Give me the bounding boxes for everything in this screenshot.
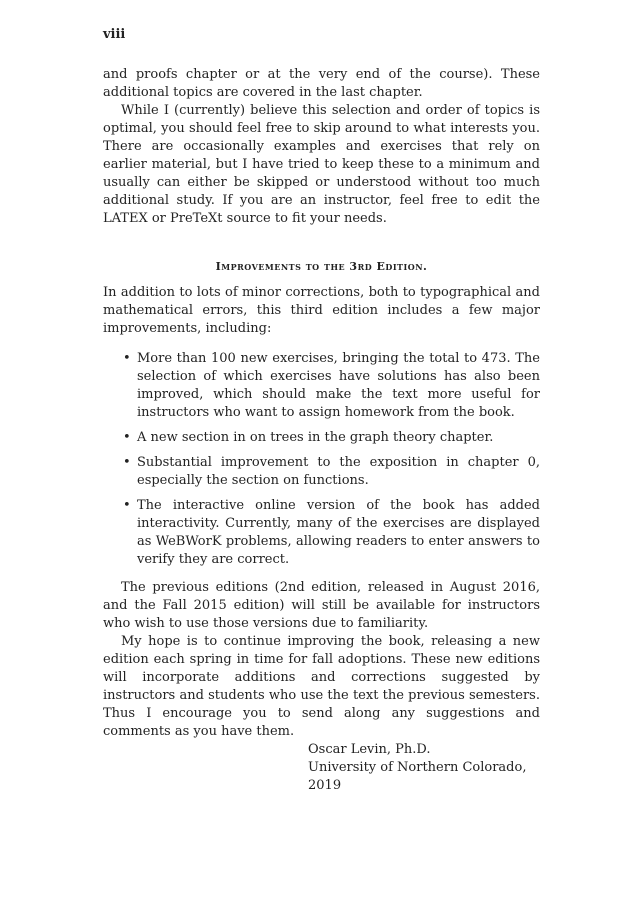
bullet-icon: • — [123, 351, 131, 366]
signature-block — [308, 741, 540, 795]
list-item-text: The interactive online version of the book has added interactivity. Currently, many of the exercises are displayed as WeBWorK problems, allowing readers to enter answers to verify they are correct. — [137, 498, 540, 567]
bullet-icon: • — [123, 455, 131, 470]
list-item-text: Substantial improvement to the exposition in chapter 0, especially the section on functions. — [137, 455, 540, 488]
signature-name: Oscar Levin, Ph.D. — [308, 742, 431, 757]
list-item — [123, 429, 540, 447]
list-item-text: A new section in on trees in the graph theory chapter. — [137, 430, 494, 445]
paragraph: While I (currently) believe this selection and order of topics is optimal, you should feel free to skip around to what interests you. There are occasionally examples and exercises that rely on earlier material, but I have tried to keep these to a minimum and usually can either be skipped or understood without too much additional study. If you are an instructor, feel free to edit the LATEX or PreTeXt source to fit your needs. — [103, 103, 540, 226]
paragraph: My hope is to continue improving the book, releasing a new edition each spring in time for fall adoptions. These new editions will incorporate additions and corrections suggested by instructors and students who use the text the previous semesters. Thus I encourage you to send along any suggestions and comments as you have them. — [103, 634, 540, 739]
list-item-text: More than 100 new exercises, bringing the total to 473. The selection of which exercises have solutions has also been improved, which should make the text more useful for instructors who want to assign homework from the book. — [137, 351, 540, 420]
intro-paragraph: In addition to lots of minor corrections, both to typographical and mathematical errors, this third edition includes a few major improvements, including: — [103, 285, 540, 336]
section-heading: Improvements to the 3rd Edition. — [215, 260, 428, 273]
bullet-icon: • — [123, 430, 131, 445]
paragraph-continued: and proofs chapter or at the very end of the course). These additional topics are covered in the last chapter. — [103, 67, 540, 100]
list-item — [123, 350, 540, 422]
improvements-list — [103, 350, 540, 569]
bullet-icon: • — [123, 498, 131, 513]
list-item — [123, 454, 540, 490]
text-body — [103, 66, 540, 795]
page-number: viii — [103, 27, 126, 42]
signature-affiliation: University of Northern Colorado, 2019 — [308, 760, 527, 793]
list-item — [123, 497, 540, 569]
paragraph: The previous editions (2nd edition, released in August 2016, and the Fall 2015 edition) will still be available for instructors who wish to use those versions due to familiarity. — [103, 580, 540, 631]
